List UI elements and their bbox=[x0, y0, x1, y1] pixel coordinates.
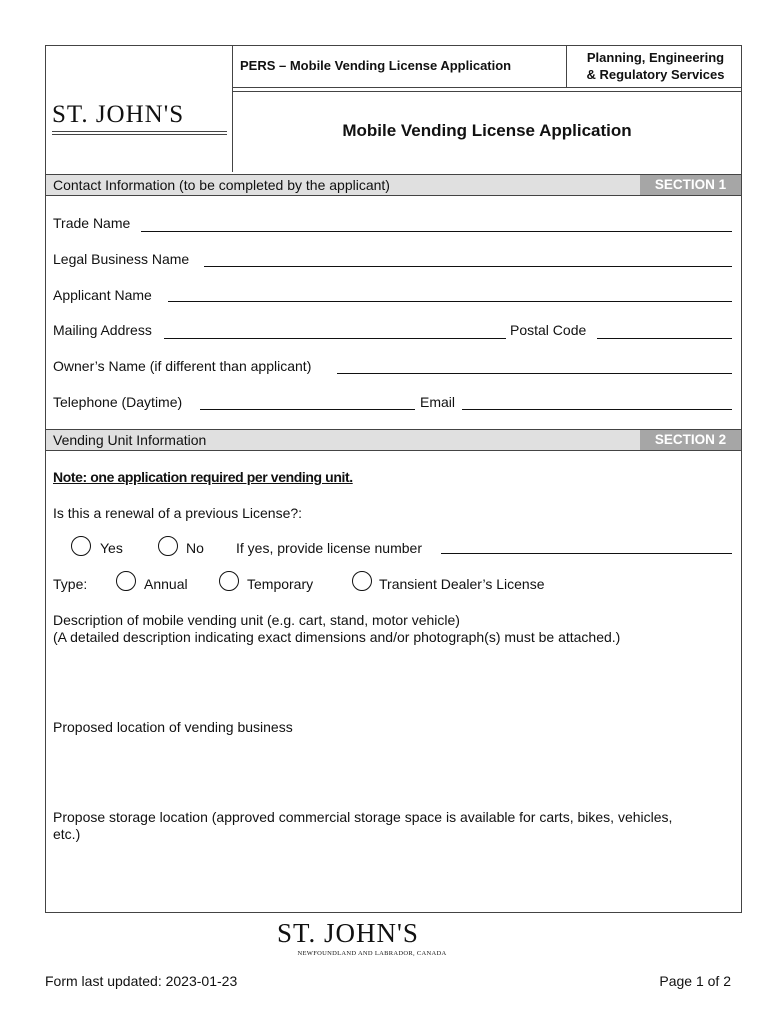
header-divider-horizontal bbox=[232, 87, 742, 88]
department-line2: & Regulatory Services bbox=[586, 67, 725, 82]
owners-name-label: Owner’s Name (if different than applicant) bbox=[53, 358, 312, 374]
renewal-no-radio[interactable] bbox=[158, 536, 178, 556]
proposed-location-input-area[interactable] bbox=[53, 740, 733, 800]
page-number: Page 1 of 2 bbox=[659, 973, 731, 989]
trade-name-label: Trade Name bbox=[53, 215, 131, 231]
description-input-area[interactable] bbox=[53, 650, 733, 705]
license-number-field[interactable] bbox=[441, 553, 732, 554]
renewal-no-label: No bbox=[186, 540, 204, 556]
renewal-yes-label: Yes bbox=[100, 540, 123, 556]
telephone-label: Telephone (Daytime) bbox=[53, 394, 183, 410]
section1-tag: SECTION 1 bbox=[640, 175, 741, 195]
email-label: Email bbox=[420, 394, 456, 410]
section2-label: Vending Unit Information bbox=[53, 432, 207, 448]
type-transient-label: Transient Dealer’s License bbox=[379, 576, 545, 592]
legal-business-name-label: Legal Business Name bbox=[53, 251, 190, 267]
section1-label: Contact Information (to be completed by the applicant) bbox=[53, 177, 390, 193]
type-annual-label: Annual bbox=[144, 576, 188, 592]
applicant-name-label: Applicant Name bbox=[53, 287, 152, 303]
footer-city-logo bbox=[277, 918, 419, 949]
mailing-address-label: Mailing Address bbox=[53, 322, 152, 338]
section2-bar bbox=[46, 429, 741, 451]
city-logo-text: ST. JOHN'S bbox=[52, 101, 185, 128]
type-temporary-radio[interactable] bbox=[219, 571, 239, 591]
department-line1: Planning, Engineering bbox=[586, 50, 725, 65]
postal-code-field[interactable] bbox=[597, 338, 732, 339]
header-divider-vertical bbox=[232, 45, 233, 172]
description-line2: (A detailed description indicating exact dimensions and/or photograph(s) must be attached.) bbox=[53, 629, 621, 645]
section2-tag: SECTION 2 bbox=[640, 430, 741, 450]
postal-code-label: Postal Code bbox=[510, 322, 587, 338]
license-number-label: If yes, provide license number bbox=[236, 540, 422, 556]
storage-line2: etc.) bbox=[53, 826, 81, 842]
mailing-address-field[interactable] bbox=[164, 338, 506, 339]
type-transient-radio[interactable] bbox=[352, 571, 372, 591]
legal-business-name-field[interactable] bbox=[204, 266, 732, 267]
footer-city-logo-text: ST. JOHN'S bbox=[277, 918, 419, 948]
type-label: Type: bbox=[53, 576, 88, 592]
city-logo bbox=[52, 101, 184, 129]
header-divider-vertical-2 bbox=[566, 45, 567, 87]
vending-note: Note: one application required per vending unit. bbox=[53, 469, 353, 485]
logo-underline bbox=[52, 131, 227, 132]
logo-underline-2 bbox=[52, 134, 227, 135]
storage-location-input-area[interactable] bbox=[53, 848, 733, 906]
proposed-location-label: Proposed location of vending business bbox=[53, 719, 293, 735]
renewal-yes-radio[interactable] bbox=[71, 536, 91, 556]
type-annual-radio[interactable] bbox=[116, 571, 136, 591]
telephone-field[interactable] bbox=[200, 409, 415, 410]
footer-logo-subtext: NEWFOUNDLAND AND LABRADOR, CANADA bbox=[297, 950, 447, 957]
storage-line1: Propose storage location (approved commercial storage space is available for carts, bikes, vehicles, bbox=[53, 809, 673, 825]
header-divider-horizontal-2 bbox=[232, 91, 742, 92]
renewal-question: Is this a renewal of a previous License?: bbox=[53, 505, 303, 521]
form-code: PERS – Mobile Vending License Application bbox=[240, 58, 512, 73]
type-temporary-label: Temporary bbox=[247, 576, 314, 592]
section1-bar bbox=[46, 174, 741, 196]
owners-name-field[interactable] bbox=[337, 373, 732, 374]
page-title: Mobile Vending License Application bbox=[342, 121, 632, 140]
applicant-name-field[interactable] bbox=[168, 301, 732, 302]
description-line1: Description of mobile vending unit (e.g. cart, stand, motor vehicle) bbox=[53, 612, 460, 628]
email-field[interactable] bbox=[462, 409, 732, 410]
form-last-updated: Form last updated: 2023-01-23 bbox=[45, 973, 238, 989]
trade-name-field[interactable] bbox=[141, 231, 732, 232]
